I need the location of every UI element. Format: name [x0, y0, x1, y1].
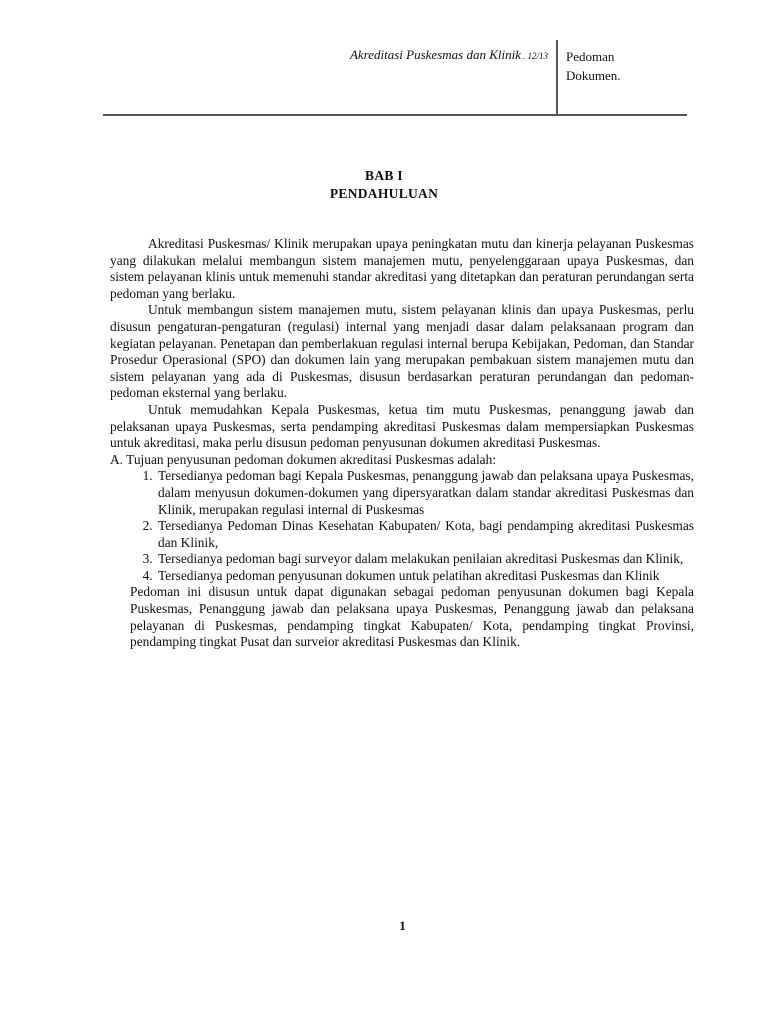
list-item: 1. Tersedianya pedoman bagi Kepala Puskesmas, penanggung jawab dan pelaksana upaya Puskesmas, dalam menyusun dokumen-dokumen yang dipersyaratkan dalam standar akreditasi Puskesmas dan Klinik, merupakan regulasi internal di Puskesmas [156, 468, 694, 518]
closing-paragraph: Pedoman ini disusun untuk dapat digunakan sebagai pedoman penyusunan dokumen bagi Kepala Puskesmas, Penanggung jawab dan pelaksana upaya Puskesmas, Penanggung jawab dan pelaksana pelayanan di Puskesmas, pendamping tingkat Kabupaten/ Kota, pendamping tingkat Provinsi, pendamping tingkat Pusat dan surveior akreditasi Puskesmas dan Klinik. [130, 584, 694, 650]
header-divider-vertical [556, 40, 558, 116]
chapter-title: PENDAHULUAN [329, 186, 439, 201]
document-body [110, 236, 694, 651]
list-item: 4. Tersedianya pedoman penyusunan dokumen untuk pelatihan akreditasi Puskesmas dan Klinik [156, 568, 694, 585]
running-header-title [300, 47, 548, 63]
paragraph-2: Untuk membangun sistem manajemen mutu, sistem pelayanan klinis dan upaya Puskesmas, perlu disusun pengaturan-pengaturan (regulasi) internal yang menjadi dasar dalam pelaksanaan program dan kegiatan pelayanan. Penetapan dan pemberlakuan regulasi internal berupa Kebijakan, Pedoman, dan Standar Prosedur Operasional (SPO) dan dokumen lain yang merupakan pembakuan sistem manajemen mutu dan sistem pelayanan yang ada di Puskesmas, disusun berdasarkan peraturan perundangan dan pedoman-pedoman eksternal yang berlaku. [110, 302, 694, 401]
header-divider-horizontal [103, 114, 687, 116]
header-doc-type [566, 47, 676, 85]
list-item: 2. Tersedianya Pedoman Dinas Kesehatan Kabupaten/ Kota, bagi pendamping akreditasi Puskesmas dan Klinik, [156, 518, 694, 551]
chapter-number: BAB I [365, 168, 403, 183]
header-doc-type-line2: Dokumen. [566, 68, 621, 83]
header-doc-type-line1: Pedoman [566, 49, 615, 64]
section-a-heading: A. Tujuan penyusunan pedoman dokumen akreditasi Puskesmas adalah: [110, 451, 497, 467]
header-code: . 12/13 [522, 51, 548, 61]
paragraph-1: Akreditasi Puskesmas/ Klinik merupakan upaya peningkatan mutu dan kinerja pelayanan Puskesmas yang dilakukan melalui membangun sistem manajemen mutu, penyelenggaraan upaya Puskesmas, dan sistem pelayanan klinis untuk memenuhi standar akreditasi yang ditetapkan dan peraturan perundangan serta pedoman yang berlaku. [110, 236, 694, 301]
header-title-text: Akreditasi Puskesmas dan Klinik [349, 47, 521, 62]
page-number: 1 [399, 918, 406, 933]
paragraph-3: Untuk memudahkan Kepala Puskesmas, ketua tim mutu Puskesmas, penanggung jawab dan pelaksanan upaya Puskesmas, serta pendamping akreditasi Puskesmas dalam mempersiapkan Puskesmas untuk akreditasi, maka perlu disusun pedoman penyusunan dokumen akreditasi Puskesmas. [110, 401, 694, 451]
objectives-list [110, 468, 694, 584]
list-item: 3. Tersedianya pedoman bagi surveyor dalam melakukan penilaian akreditasi Puskesmas dan Klinik, [156, 551, 694, 568]
